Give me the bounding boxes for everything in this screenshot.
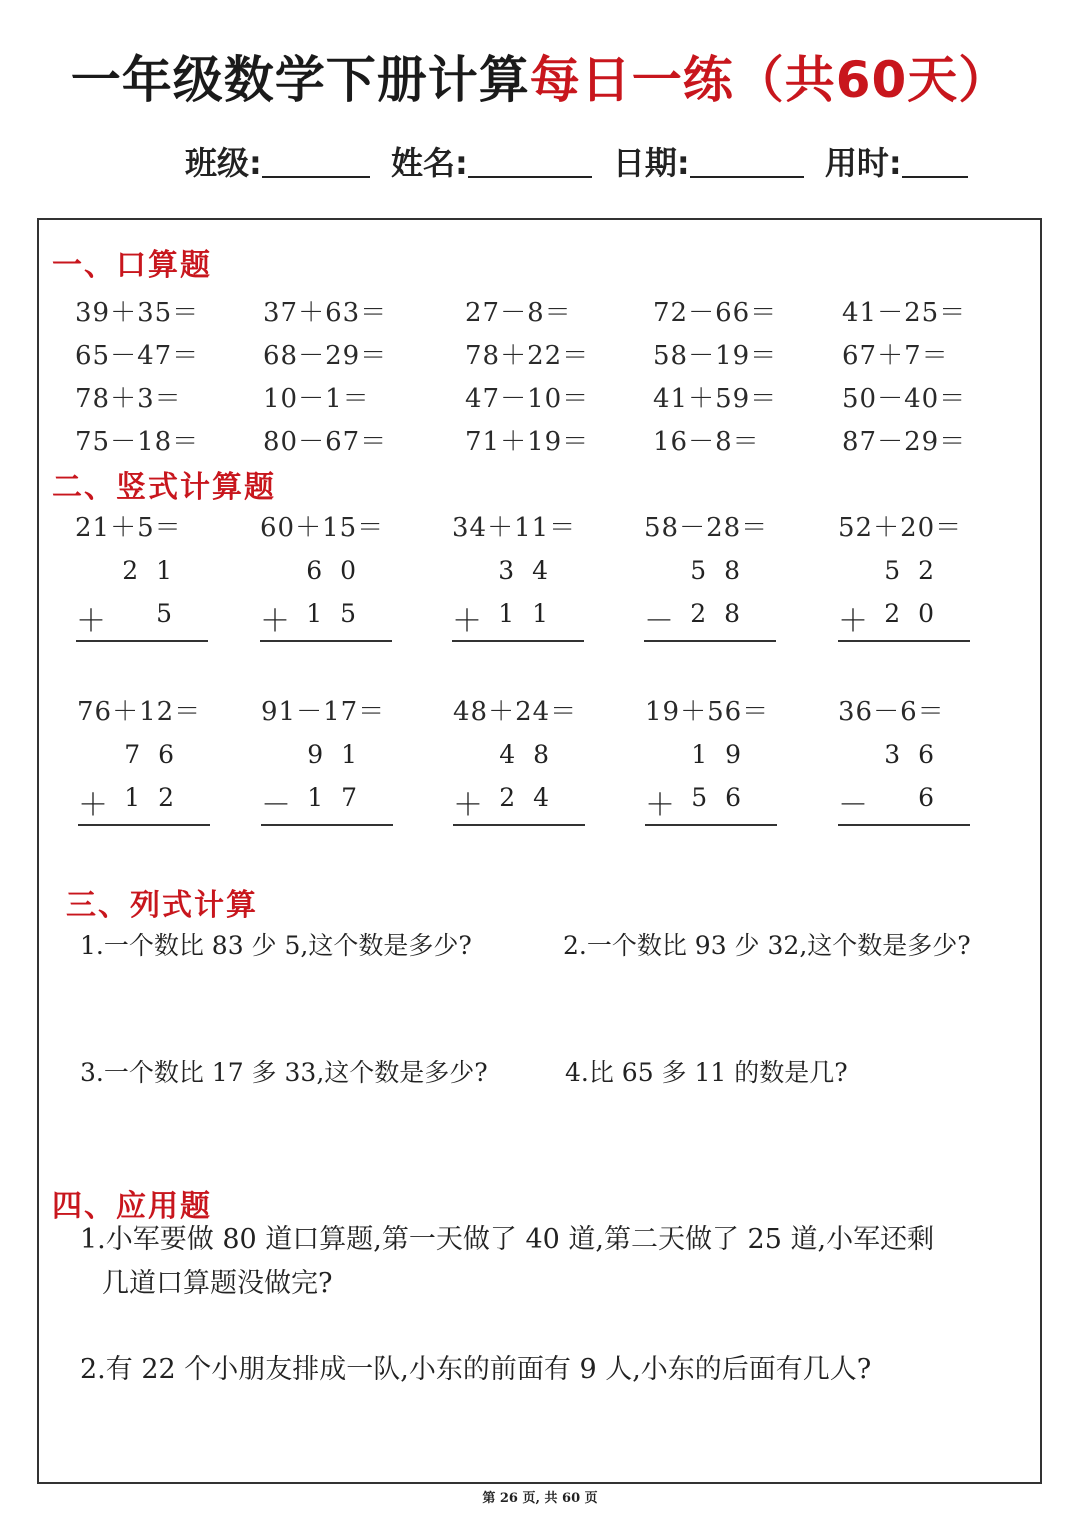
oral-problem: 16－8＝ [653, 427, 760, 457]
answer-line [78, 824, 210, 826]
vertical-top: 76 [124, 740, 192, 769]
operator-sign: ＋ [260, 604, 290, 639]
operator-sign: ＋ [645, 788, 675, 823]
oral-problem: 78＋3＝ [75, 384, 182, 414]
oral-problem: 75－18＝ [75, 427, 200, 457]
time-blank[interactable] [902, 144, 968, 178]
vertical-calc[interactable] [453, 740, 585, 850]
oral-problem: 71＋19＝ [465, 427, 590, 457]
vertical-calc[interactable] [838, 556, 970, 666]
section3-heading: 三、列式计算 [66, 888, 258, 923]
vertical-calc[interactable] [261, 740, 393, 850]
vertical-equation: 76＋12＝ [77, 697, 202, 727]
oral-problem: 41－25＝ [842, 298, 967, 328]
section4-heading: 四、应用题 [52, 1189, 212, 1224]
word-problem [80, 1218, 1020, 1306]
class-blank[interactable] [262, 144, 370, 178]
oral-problem: 41＋59＝ [653, 384, 778, 414]
vertical-calc[interactable] [78, 740, 210, 850]
vertical-top: 21 [122, 556, 190, 585]
student-info-row [185, 138, 978, 184]
vertical-top: 34 [498, 556, 566, 585]
vertical-equation: 58－28＝ [644, 513, 769, 543]
vertical-top: 91 [307, 740, 375, 769]
vertical-bottom: 6 [918, 783, 952, 812]
vertical-equation: 21＋5＝ [75, 513, 182, 543]
word-problem [80, 1348, 1020, 1392]
answer-line [644, 640, 776, 642]
oral-problem: 58－19＝ [653, 341, 778, 371]
word-problem-line: 1.小军要做 80 道口算题,第一天做了 40 道,第二天做了 25 道,小军还剩 [80, 1224, 935, 1255]
title-main: 一年级数学下册计算 [70, 51, 530, 109]
word-problem-line: 几道口算题没做完? [102, 1268, 333, 1299]
operator-sign: － [261, 788, 291, 823]
vertical-equation: 19＋56＝ [645, 697, 770, 727]
vertical-calc[interactable] [644, 556, 776, 666]
vertical-top: 52 [884, 556, 952, 585]
answer-line [261, 824, 393, 826]
vertical-calc[interactable] [452, 556, 584, 666]
oral-problem: 37＋63＝ [263, 298, 388, 328]
oral-problem: 50－40＝ [842, 384, 967, 414]
vertical-calc[interactable] [260, 556, 392, 666]
section1-heading: 一、口算题 [52, 248, 212, 283]
vertical-bottom: 20 [884, 599, 952, 628]
name-blank[interactable] [468, 144, 592, 178]
name-label: 姓名: [390, 144, 468, 182]
written-question: 3.一个数比 17 多 33,这个数是多少? [80, 1058, 488, 1087]
vertical-top: 48 [499, 740, 567, 769]
oral-problem: 72－66＝ [653, 298, 778, 328]
page-number: 第 26 页, 共 60 页 [482, 1491, 598, 1506]
vertical-bottom: 17 [307, 783, 375, 812]
operator-sign: － [644, 604, 674, 639]
title-highlight: 每日一练（共60天） [529, 51, 1010, 109]
vertical-top: 36 [884, 740, 952, 769]
vertical-equation: 36－6＝ [838, 697, 945, 727]
vertical-bottom: 5 [156, 599, 190, 628]
oral-problem: 67＋7＝ [842, 341, 949, 371]
date-blank[interactable] [690, 144, 804, 178]
vertical-calc[interactable] [645, 740, 777, 850]
vertical-calc[interactable] [838, 740, 970, 850]
answer-line [645, 824, 777, 826]
vertical-top: 58 [690, 556, 758, 585]
answer-line [453, 824, 585, 826]
vertical-equation: 48＋24＝ [453, 697, 578, 727]
vertical-bottom: 28 [690, 599, 758, 628]
vertical-equation: 52＋20＝ [838, 513, 963, 543]
operator-sign: ＋ [452, 604, 482, 639]
operator-sign: ＋ [78, 788, 108, 823]
vertical-equation: 60＋15＝ [260, 513, 385, 543]
vertical-bottom: 24 [499, 783, 567, 812]
operator-sign: ＋ [453, 788, 483, 823]
oral-problem: 27－8＝ [465, 298, 572, 328]
class-label: 班级: [185, 144, 262, 182]
operator-sign: － [838, 788, 868, 823]
page-title [0, 40, 1080, 112]
vertical-equation: 91－17＝ [261, 697, 386, 727]
vertical-bottom: 15 [306, 599, 374, 628]
oral-problem: 39＋35＝ [75, 298, 200, 328]
oral-problem: 10－1＝ [263, 384, 370, 414]
vertical-calc[interactable] [76, 556, 208, 666]
written-question: 1.一个数比 83 少 5,这个数是多少? [80, 931, 472, 960]
answer-line [838, 824, 970, 826]
answer-line [452, 640, 584, 642]
section2-heading: 二、竖式计算题 [52, 470, 276, 505]
operator-sign: ＋ [838, 604, 868, 639]
vertical-bottom: 12 [124, 783, 192, 812]
vertical-bottom: 56 [691, 783, 759, 812]
vertical-equation: 34＋11＝ [452, 513, 577, 543]
oral-problem: 80－67＝ [263, 427, 388, 457]
vertical-top: 19 [691, 740, 759, 769]
written-question: 2.一个数比 93 少 32,这个数是多少? [563, 931, 971, 960]
written-question: 4.比 65 多 11 的数是几? [565, 1058, 848, 1087]
oral-problem: 87－29＝ [842, 427, 967, 457]
vertical-top: 60 [306, 556, 374, 585]
operator-sign: ＋ [76, 604, 106, 639]
vertical-bottom: 11 [498, 599, 566, 628]
answer-line [260, 640, 392, 642]
word-problem-line: 2.有 22 个小朋友排成一队,小东的前面有 9 人,小东的后面有几人? [80, 1354, 872, 1385]
answer-line [76, 640, 208, 642]
date-label: 日期: [612, 144, 690, 182]
oral-problem: 47－10＝ [465, 384, 590, 414]
oral-problem: 68－29＝ [263, 341, 388, 371]
oral-problem: 65－47＝ [75, 341, 200, 371]
time-label: 用时: [824, 144, 902, 182]
answer-line [838, 640, 970, 642]
oral-problem: 78＋22＝ [465, 341, 590, 371]
